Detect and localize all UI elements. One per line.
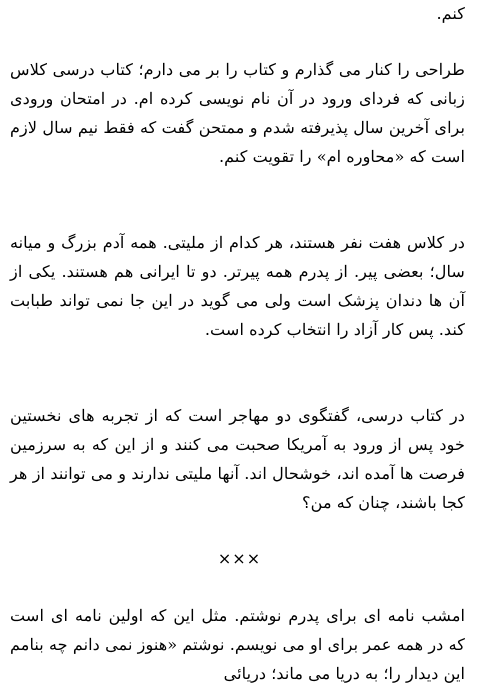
paragraph-immigrants-dialogue: در کتاب درسی، گفتگوی دو مهاجر است که از تجربه های نخستین خود پس از ورود به آمریکا صحبت می کنند و از این که به سرزمین فرصت ها آمده اند، خوشحال اند. آنها ملیتی ندارند و می توانند از هر کجا باشند، چنان که من؟ xyxy=(10,406,465,512)
paragraph-classmates: در کلاس هفت نفر هستند، هر کدام از ملیتی. همه آدم بزرگ و میانه سال؛ بعضی پیر. از پدرم همه پیرتر. دو تا ایرانی هم هستند. یکی از آن ها دندان پزشک است ولی می گوید در این جا نمی تواند طبابت کند. پس کار آزاد را انتخاب کرده است. xyxy=(10,233,465,339)
section-separator: ××× xyxy=(217,549,262,568)
paragraph-continuation: کنم. xyxy=(436,4,465,23)
paragraph-textbook: طراحی را کنار می گذارم و کتاب را بر می دارم؛ کتاب درسی کلاس زبانی که فردای ورود در آن نام نویسی کرده ام. در امتحان ورودی برای آخرین سال پذیرفته شدم و ممتحن گفت که فقط نیم سال لازم است که «محاوره ام» را تقویت کنم. xyxy=(10,60,465,166)
paragraph-letter: امشب نامه ای برای پدرم نوشتم. مثل این که اولین نامه ای است که در همه عمر برای او می نویسم. نوشتم «هنوز نمی دانم چه بنامم این دیدار را؛ به دریا می ماند؛ دریائی xyxy=(10,606,465,683)
